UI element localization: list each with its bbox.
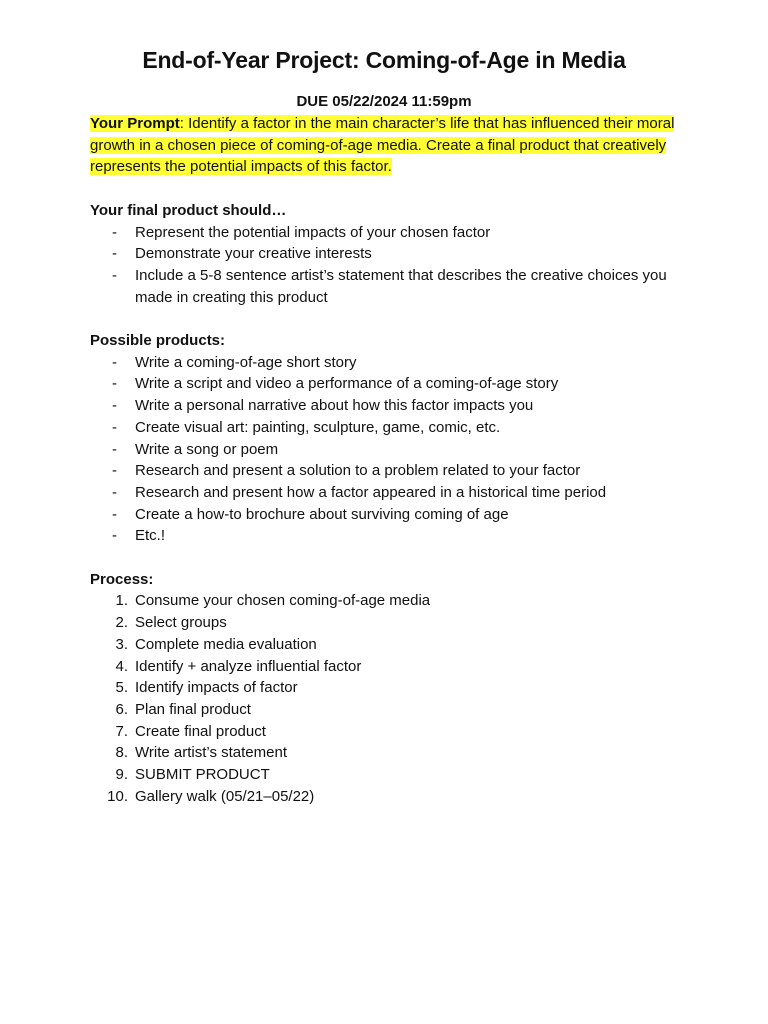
- final-product-list: [90, 222, 690, 309]
- list-item: [90, 525, 690, 547]
- process-list: [90, 590, 690, 807]
- process-step: [90, 656, 690, 678]
- prompt-label: Your Prompt: [90, 115, 180, 132]
- list-item-text: Etc.!: [135, 527, 166, 545]
- dash-marker: -: [112, 245, 117, 263]
- possible-products-list: [90, 352, 690, 547]
- step-number: 1.: [115, 592, 128, 610]
- process-step: [90, 634, 690, 656]
- list-item: [90, 352, 690, 374]
- process-step: [90, 764, 690, 786]
- dash-marker: -: [112, 223, 117, 241]
- process-step-text: Gallery walk (05/21–05/22): [135, 787, 315, 805]
- dash-marker: -: [112, 483, 117, 501]
- process-step-text: SUBMIT PRODUCT: [135, 766, 270, 784]
- list-item-text: Demonstrate your creative interests: [135, 245, 372, 263]
- list-item-text: Represent the potential impacts of your chosen factor: [135, 223, 491, 241]
- process-step: [90, 612, 690, 634]
- list-item-text: Research and present a solution to a problem related to your factor: [135, 462, 581, 480]
- page-title: End-of-Year Project: Coming-of-Age in Media: [142, 47, 626, 73]
- process-step-text: Complete media evaluation: [135, 635, 317, 653]
- process-step-text: Identify impacts of factor: [135, 679, 298, 697]
- process-step-text: Consume your chosen coming-of-age media: [135, 592, 431, 610]
- dash-marker: -: [112, 527, 117, 545]
- due-date: DUE 05/22/2024 11:59pm: [296, 93, 472, 110]
- list-item: [90, 373, 690, 395]
- list-item-text: Write a personal narrative about how this factor impacts you: [135, 397, 534, 415]
- process-step: [90, 590, 690, 612]
- final-product-heading: Your final product should…: [90, 201, 287, 219]
- dash-marker: -: [112, 375, 117, 393]
- process-step: [90, 721, 690, 743]
- list-item: [90, 243, 690, 265]
- list-item: [90, 395, 690, 417]
- process-step: [90, 677, 690, 699]
- list-item-text: Write a coming-of-age short story: [135, 353, 357, 371]
- dash-marker: -: [112, 418, 117, 436]
- process-step: [90, 699, 690, 721]
- possible-products-heading: Possible products:: [90, 332, 226, 349]
- list-item-text: Create visual art: painting, sculpture, game, comic, etc.: [135, 418, 501, 436]
- process-step-text: Identify + analyze influential factor: [135, 657, 362, 675]
- step-number: 8.: [115, 744, 128, 762]
- step-number: 7.: [115, 722, 128, 740]
- list-item: [90, 265, 690, 308]
- dash-marker: -: [112, 266, 117, 284]
- list-item-text: Create a how-to brochure about surviving coming of age: [135, 505, 509, 523]
- step-number: 4.: [115, 657, 128, 675]
- list-item-text: Write a script and video a performance of a coming-of-age story: [135, 375, 559, 393]
- dash-marker: -: [112, 353, 117, 371]
- list-item: [90, 222, 690, 244]
- list-item: [90, 482, 690, 504]
- step-number: 9.: [115, 766, 128, 784]
- step-number: 6.: [115, 700, 128, 718]
- list-item-text: Include a 5-8 sentence artist’s statement that describes the creative choices you made in creating this product: [135, 266, 667, 306]
- process-step-text: Plan final product: [135, 700, 251, 718]
- dash-marker: -: [112, 462, 117, 480]
- process-step: [90, 786, 690, 808]
- list-item: [90, 460, 690, 482]
- process-step-text: Select groups: [135, 614, 227, 632]
- list-item: [90, 439, 690, 461]
- list-item-text: Research and present how a factor appeared in a historical time period: [135, 483, 607, 501]
- step-number: 3.: [115, 635, 128, 653]
- step-number: 10.: [107, 787, 128, 805]
- process-step-text: Write artist’s statement: [135, 744, 287, 762]
- step-number: 2.: [115, 614, 128, 632]
- list-item: [90, 417, 690, 439]
- dash-marker: -: [112, 397, 117, 415]
- list-item-text: Write a song or poem: [135, 440, 279, 458]
- document-body: [90, 113, 690, 807]
- dash-marker: -: [112, 440, 117, 458]
- step-number: 5.: [115, 679, 128, 697]
- list-item: [90, 504, 690, 526]
- prompt-paragraph: [90, 113, 690, 178]
- dash-marker: -: [112, 505, 117, 523]
- process-step-text: Create final product: [135, 722, 266, 740]
- process-step: [90, 742, 690, 764]
- prompt-text: : Identify a factor in the main character’s life that has influenced their moral growth in a chosen piece of coming-of-age media. Create a final product that creatively represents the potential impacts of this factor.: [90, 115, 675, 176]
- process-heading: Process:: [90, 570, 154, 588]
- prompt-highlight: [90, 115, 674, 175]
